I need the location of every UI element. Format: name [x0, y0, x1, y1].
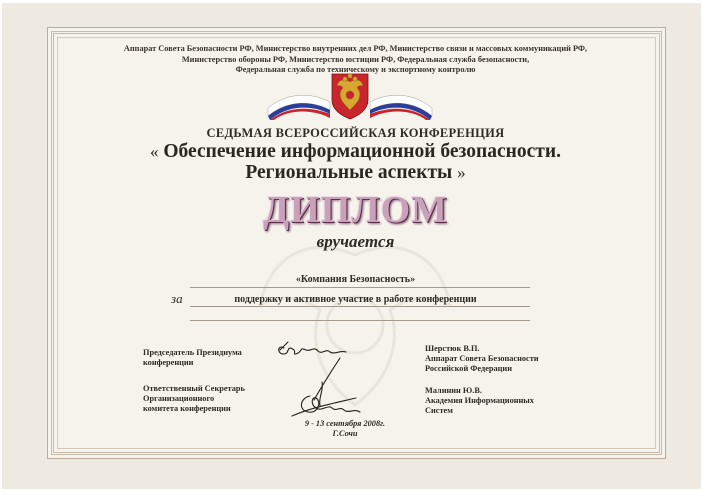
recipient-name: «Компания Безопасность»	[295, 274, 416, 285]
chairman-title-line-2: конференции	[143, 358, 194, 367]
chairman-organization-line-2: Российской Федерации	[425, 364, 512, 373]
handwritten-signatures	[270, 338, 380, 424]
secretary-title-line-3: комитета конференции	[143, 404, 231, 413]
chairman-name: Шерстюк В.П.	[425, 344, 480, 353]
organizations-line-1: Аппарат Совета Безопасности РФ, Министерство внутренних дел РФ, Министерство связи и массовых коммуникаций РФ,	[123, 44, 588, 53]
conference-title-line-2	[60, 162, 651, 183]
awarded-label: вручается	[316, 232, 395, 251]
for-label: за	[171, 291, 183, 306]
conference-title	[60, 141, 651, 183]
chairman-title-line-1: Председатель Президиума	[143, 348, 242, 357]
reason-underline	[190, 306, 530, 307]
secretary-name-block	[425, 386, 534, 416]
coat-of-arms-icon	[260, 68, 440, 120]
conference-title-text-2: Региональные аспекты	[245, 162, 453, 183]
organizations-line-3: Федеральная служба по техническому и экспортному контролю	[235, 65, 476, 74]
event-dates: 9 - 13 сентября 2008г.	[304, 419, 386, 428]
secretary-organization-line-1: Академия Информационных	[425, 396, 534, 405]
chairman-organization-line-1: Аппарат Совета Безопасности	[425, 354, 539, 363]
secretary-title-line-2: Организационного	[143, 394, 215, 403]
event-city: Г.Сочи	[332, 429, 358, 438]
quote-close: »	[457, 163, 466, 182]
secretary-title-line-1: Ответственный Секретарь	[143, 384, 245, 393]
organizations-line-2: Министерство обороны РФ, Министерство юстиции РФ, Федеральная служба безопасности,	[181, 54, 530, 64]
diploma-heading: ДИПЛОМ	[263, 189, 448, 231]
secretary-title	[143, 384, 245, 414]
blank-underline	[190, 320, 530, 321]
conference-title-text-1: Обеспечение информационной безопасности.	[163, 141, 561, 162]
event-dates-block	[280, 419, 410, 439]
conference-number: СЕДЬМАЯ ВСЕРОССИЙСКАЯ КОНФЕРЕНЦИЯ	[206, 126, 505, 140]
award-reason: поддержку и активное участие в работе конференции	[234, 294, 477, 305]
quote-open: «	[150, 142, 159, 161]
secretary-name: Малинин Ю.В.	[425, 386, 482, 395]
chairman-name-block	[425, 344, 539, 374]
conference-title-line-1	[60, 141, 651, 162]
recipient-underline	[190, 287, 530, 288]
chairman-title	[143, 348, 242, 368]
secretary-organization-line-2: Систем	[425, 406, 453, 415]
